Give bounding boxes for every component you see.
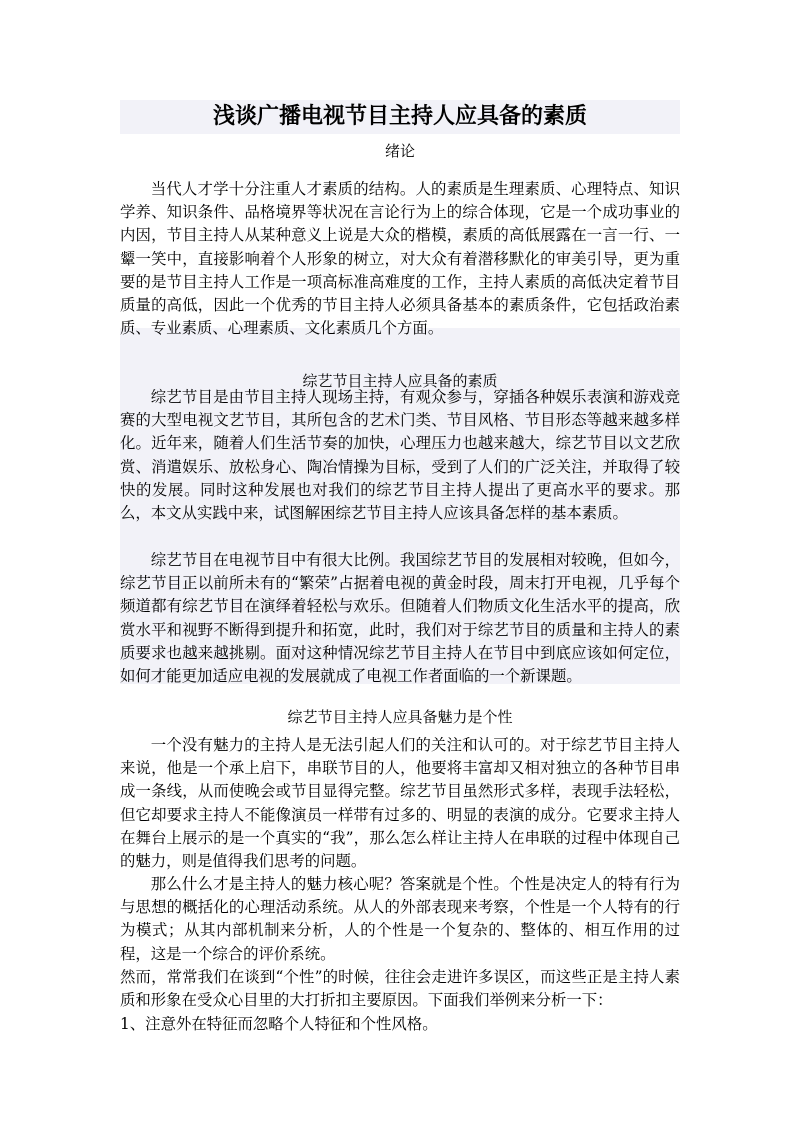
section2-heading: 综艺节目主持人应具备魅力是个性 xyxy=(287,708,513,726)
section1-paragraph-1: 综艺节目是由节目主持人现场主持，有观众参与，穿插各种娱乐表演和游戏竞赛的大型电视文艺节目，其所包含的艺术门类、节目风格、节目形态等越来越多样化。近年来，随着人们生活节奏的加快，心理压力也越来越大，综艺节目以文艺欣赏、消遣娱乐、放松身心、陶冶情操为目标，受到了人们的广泛关注，并取得了较快的发展。同时这种发展也对我们的综艺节目主持人提出了更高水平的要求。那么，本文从实践中来，试图解困综艺节目主持人应该具备怎样的基本素质。 xyxy=(120,388,680,523)
section1-paragraph-2: 综艺节目在电视节目中有很大比例。我国综艺节目的发展相对较晚，但如今，综艺节目正以前所未有的“繁荣”占据着电视的黄金时段，周末打开电视，几乎每个频道都有综艺节目在演绎着轻松与欢乐。但随着人们物质文化生活水平的提高，欣赏水平和视野不断得到提升和拓宽，此时，我们对于综艺节目的质量和主持人的素质要求也越来越挑剔。面对这种情况综艺节目主持人在节目中到底应该如何定位，如何才能更加适应电视的发展就成了电视工作者面临的一个新课题。 xyxy=(120,551,680,686)
section2-list-item-1: 1、注意外在特征而忽略个人特征和个性风格。 xyxy=(120,1015,438,1033)
document-title: 浅谈广播电视节目主持人应具备的素质 xyxy=(212,104,587,129)
intro-paragraph: 当代人才学十分注重人才素质的结构。人的素质是生理素质、心理特点、知识学养、知识条件、品格境界等状况在言论行为上的综合体现，它是一个成功事业的内因，节目主持人从某种意义上说是大众的楷模，素质的高低展露在一言一行、一颦一笑中，直接影响着个人形象的树立，对大众有着潜移默化的审美引导，更为重要的是节目主持人工作是一项高标准高难度的工作，主持人素质的高低决定着节目质量的高低，因此一个优秀的节目主持人必须具备基本的素质条件，它包括政治素质、专业素质、心理素质、文化素质几个方面。 xyxy=(120,180,680,338)
section2-paragraph-3: 然而，常常我们在谈到“个性”的时候，往往会走进许多误区，而这些正是主持人素质和形象在受众心目里的大打折扣主要原因。下面我们举例来分析一下： xyxy=(120,968,680,1010)
section2-paragraph-1: 一个没有魅力的主持人是无法引起人们的关注和认可的。对于综艺节目主持人来说，他是一个承上启下，串联节目的人，他要将丰富却又相对独立的各种节目串成一条线，从而使晚会或节目显得完整。综艺节目虽然形式多样，表现手法轻松，但它却要求主持人不能像演员一样带有过多的、明显的表演的成分。它要求主持人在舞台上展示的是一个真实的“我”，那么怎么样让主持人在串联的过程中体现自己的魅力，则是值得我们思考的问题。 xyxy=(120,736,680,871)
section1-heading: 综艺节目主持人应具备的素质 xyxy=(302,372,498,390)
section2-paragraph-2: 那么什么才是主持人的魅力核心呢？答案就是个性。个性是决定人的特有行为与思想的概括化的心理活动系统。从人的外部表现来考察，个性是一个人特有的行为模式；从其内部机制来分析，人的个性是一个复杂的、整体的、相互作用的过程，这是一个综合的评价系统。 xyxy=(120,875,680,963)
document-subtitle: 绪论 xyxy=(384,142,415,160)
